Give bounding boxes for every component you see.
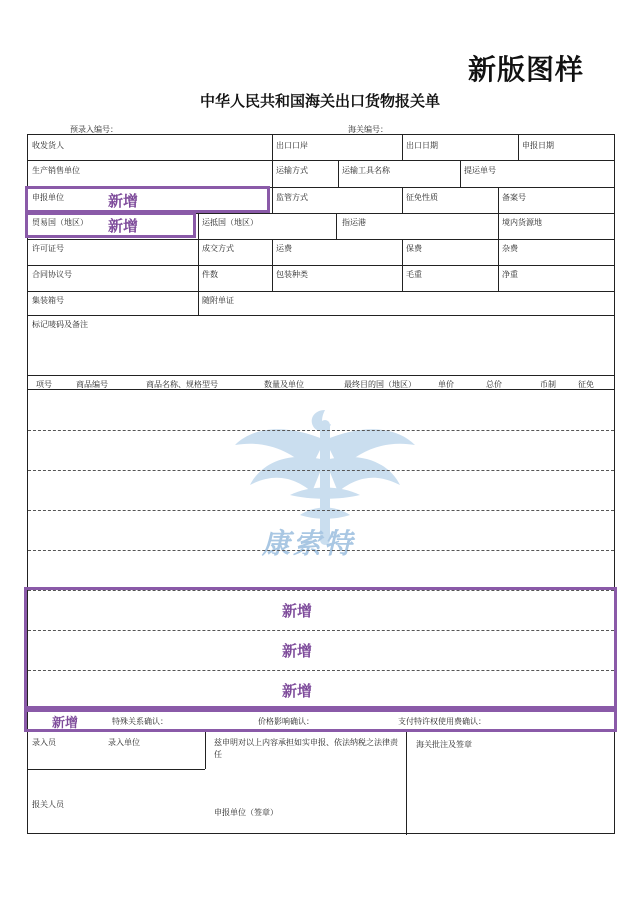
- dest-port-label: 指运港: [342, 218, 366, 227]
- tax-nature-label: 征免性质: [406, 193, 438, 202]
- document-title: 中华人民共和国海关出口货物报关单: [199, 92, 440, 110]
- declaration-statement: 兹申明对以上内容承担如实申报、依法纳税之法律责任: [214, 738, 398, 759]
- transport-tool-label: 运输工具名称: [342, 166, 390, 175]
- arrival-country-label: 运抵国（地区）: [202, 218, 258, 227]
- insurance-label: 保费: [406, 244, 422, 253]
- transport-mode-label: 运输方式: [276, 166, 308, 175]
- container-label: 集装箱号: [32, 296, 64, 305]
- watermark-text: 康索特: [262, 527, 356, 560]
- declare-date-label: 申报日期: [522, 141, 554, 150]
- contract-label: 合同协议号: [32, 270, 72, 279]
- bill-no-label: 提运单号: [464, 166, 496, 175]
- record-no-label: 备案号: [502, 193, 526, 202]
- goods-header-total: 总价: [486, 380, 502, 389]
- new-tag-trade-country: 新增: [108, 217, 139, 235]
- new-tag-declarant: 新增: [108, 192, 139, 210]
- special-relation-label: 特殊关系确认：: [112, 717, 168, 726]
- net-weight-label: 净重: [502, 270, 518, 279]
- domestic-source-label: 境内货源地: [502, 218, 542, 227]
- goods-header-name: 商品名称、规格型号: [146, 380, 218, 389]
- new-tag-row-2: 新增: [282, 642, 313, 660]
- trade-country-label: 贸易国（地区）: [32, 218, 88, 227]
- new-tag-row-1: 新增: [282, 602, 313, 620]
- gross-weight-label: 毛重: [406, 270, 422, 279]
- marks-label: 标记唛码及备注: [32, 320, 88, 329]
- new-confirm-box: [24, 709, 617, 732]
- goods-header-currency: 币制: [540, 380, 556, 389]
- consignor-label: 收发货人: [32, 141, 64, 150]
- declarant-seal-label: 申报单位（签章）: [214, 808, 278, 817]
- customs-number-label: 海关编号：: [348, 125, 388, 134]
- goods-header-exemption: 征免: [578, 380, 594, 389]
- new-tag-row-3: 新增: [282, 682, 313, 700]
- new-rows-box: [24, 587, 617, 709]
- entry-clerk-label: 录入员: [32, 738, 56, 747]
- goods-header-destination: 最终目的国（地区）: [344, 380, 416, 389]
- royalty-label: 支付特许权使用费确认：: [398, 717, 486, 726]
- export-date-label: 出口日期: [406, 141, 438, 150]
- new-field-box-declarant: [25, 186, 270, 213]
- supervision-label: 监管方式: [276, 193, 308, 202]
- new-tag-confirm: 新增: [52, 716, 79, 731]
- reporter-label: 报关人员: [32, 800, 64, 809]
- package-label: 包装种类: [276, 270, 308, 279]
- freight-label: 运费: [276, 244, 292, 253]
- deal-mode-label: 成交方式: [202, 244, 234, 253]
- goods-header-item-no: 项号: [36, 380, 52, 389]
- license-label: 许可证号: [32, 244, 64, 253]
- customs-note-label: 海关批注及签章: [416, 740, 472, 749]
- misc-fee-label: 杂费: [502, 244, 518, 253]
- export-port-label: 出口口岸: [276, 141, 308, 150]
- pre-entry-number-label: 预录入编号：: [70, 125, 118, 134]
- documents-label: 随附单证: [202, 296, 234, 305]
- pieces-label: 件数: [202, 270, 218, 279]
- price-impact-label: 价格影响确认：: [258, 717, 314, 726]
- goods-header-code: 商品编号: [76, 380, 108, 389]
- entry-unit-label: 录入单位: [108, 738, 140, 747]
- producer-label: 生产销售单位: [32, 166, 80, 175]
- sample-banner: 新版图样: [468, 53, 585, 86]
- goods-header-unit-price: 单价: [438, 380, 454, 389]
- declarant-label: 申报单位: [32, 193, 64, 202]
- goods-header-quantity: 数量及单位: [264, 380, 304, 389]
